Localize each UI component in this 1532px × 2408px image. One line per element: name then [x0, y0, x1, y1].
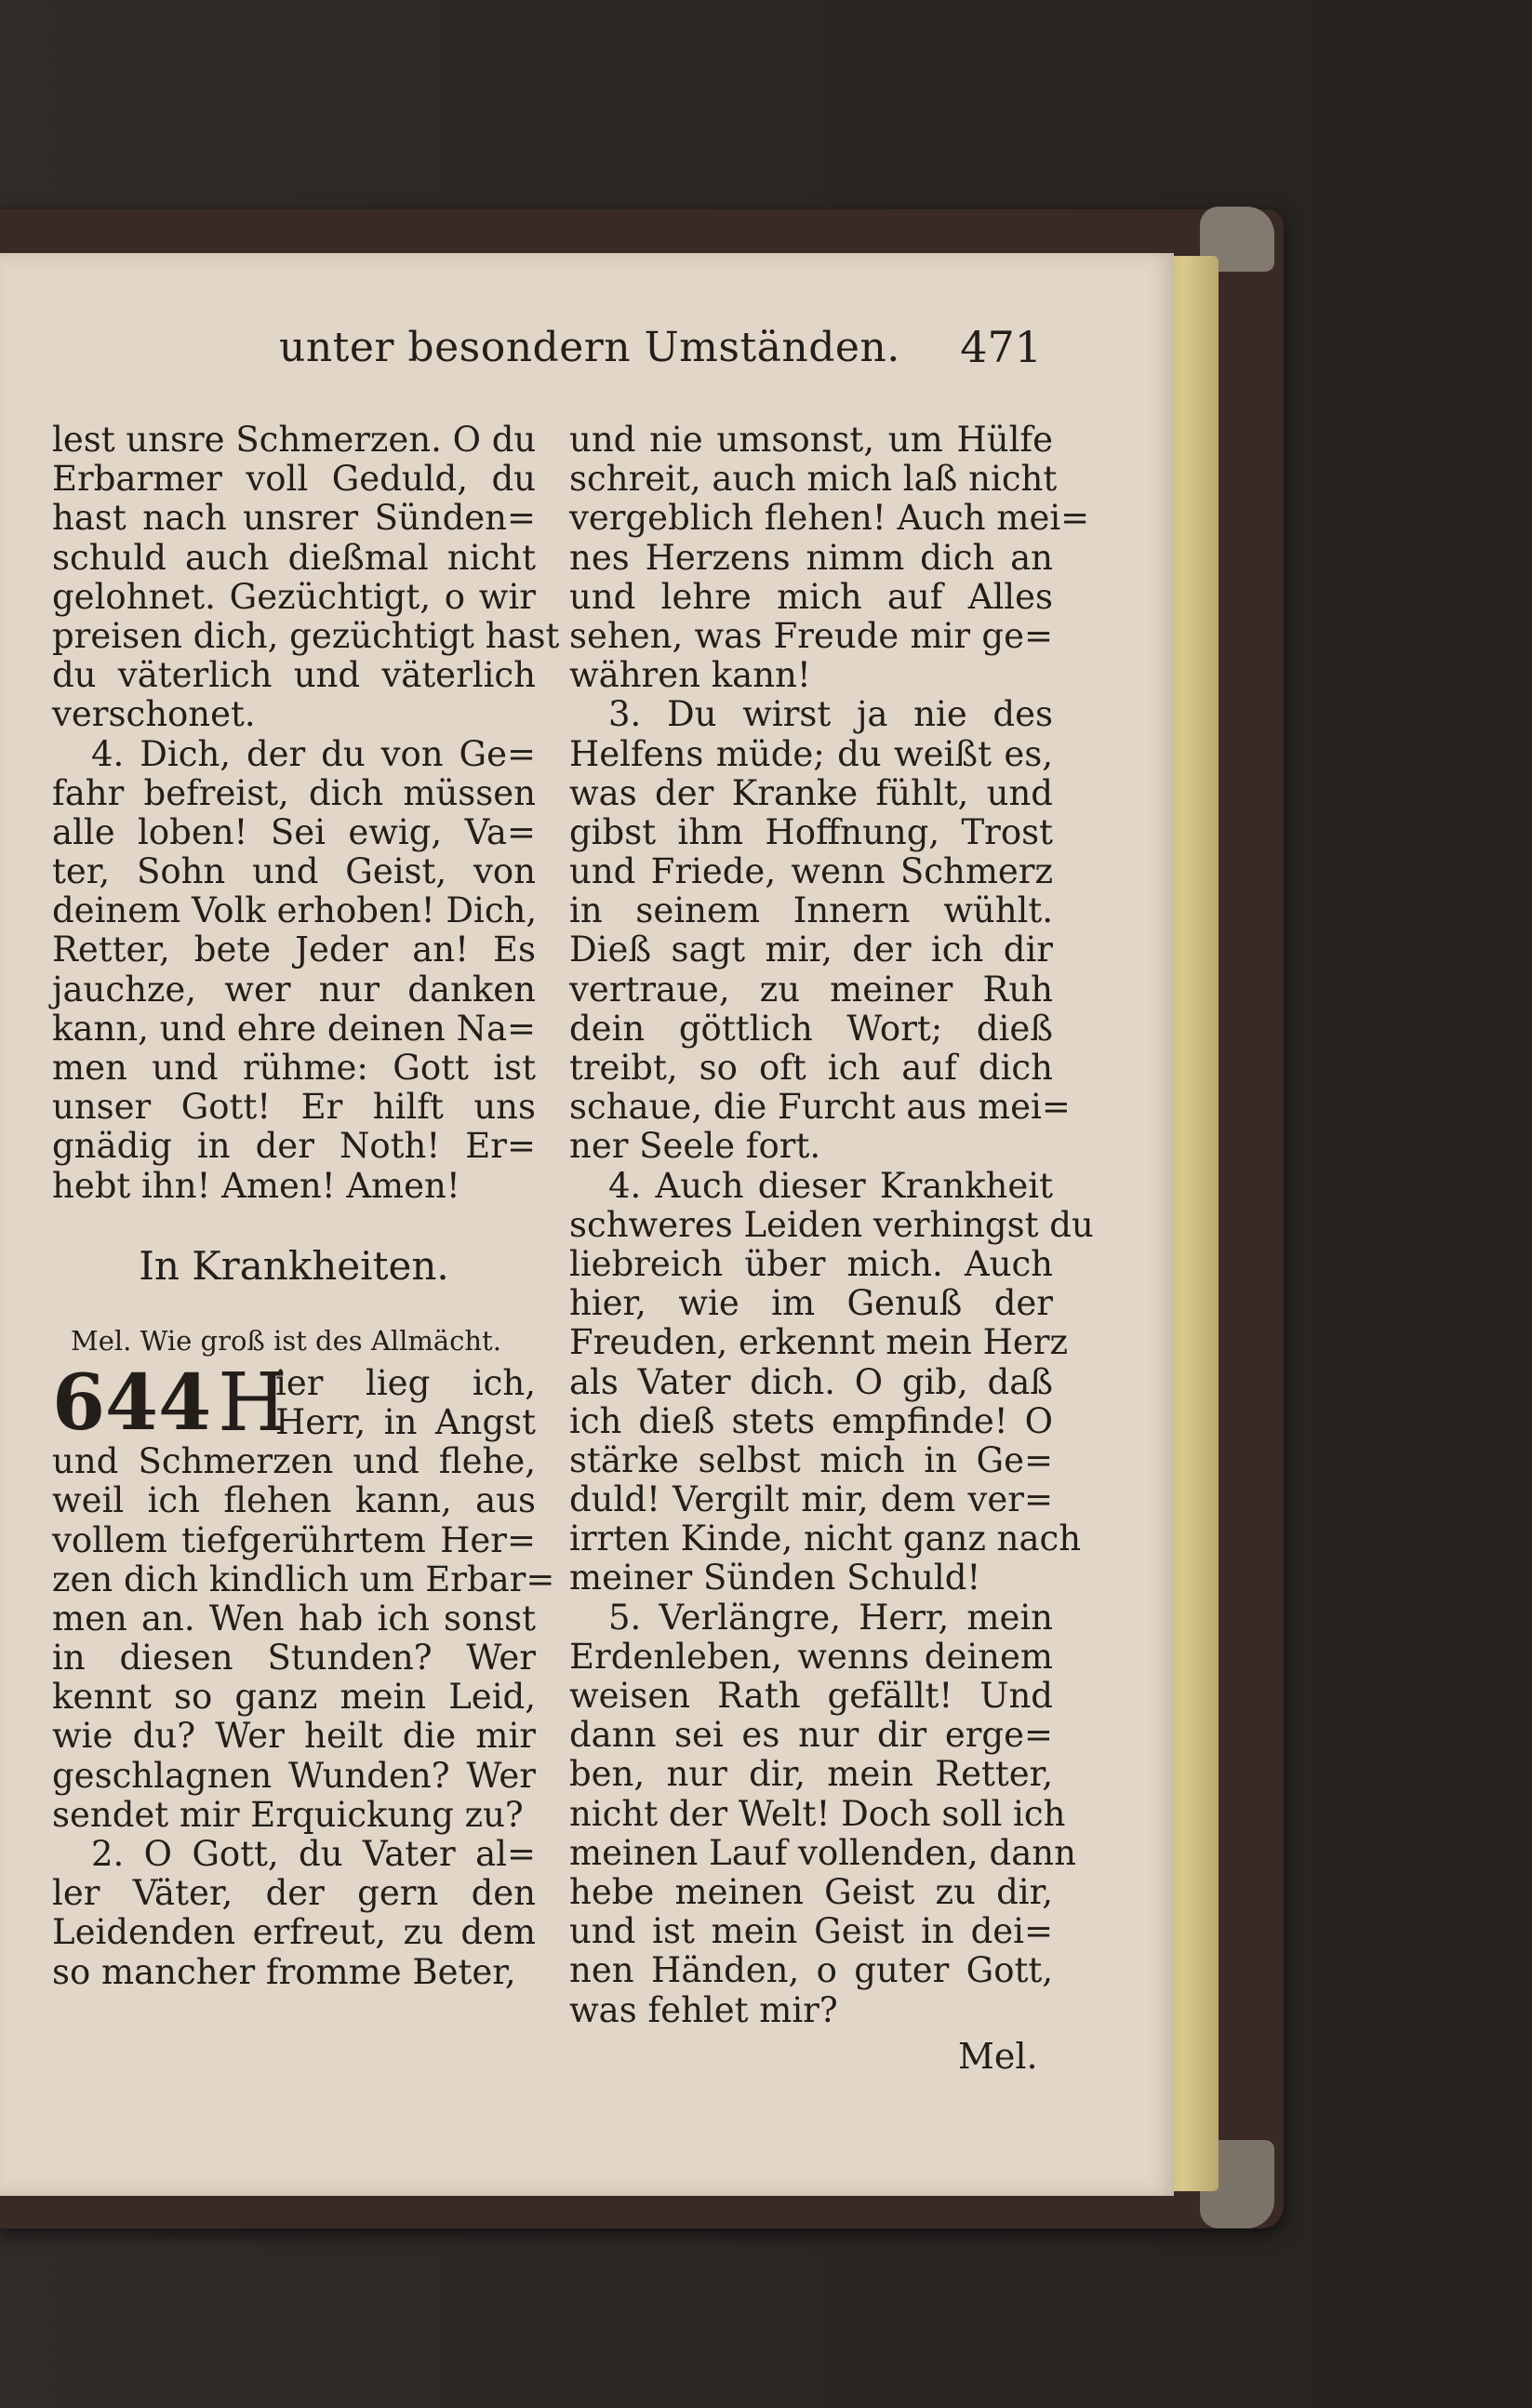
hymn-text	[52, 1441, 555, 1992]
text-line: dann sei es nur dir erge=	[569, 1715, 1053, 1756]
text-line: treibt, so oft ich auf dich	[569, 1048, 1053, 1088]
text-line: unser Gott! Er hilft uns	[52, 1087, 536, 1128]
text-line: als Vater dich. O gib, daß	[569, 1361, 1053, 1402]
text-line: nicht der Welt! Doch soll ich	[569, 1793, 1066, 1834]
text-line: schuld auch dießmal nicht	[52, 537, 536, 578]
text-line: und nie umsonst, um Hülfe	[569, 420, 1053, 460]
drop-cap: H	[218, 1356, 287, 1450]
left-column-verses	[52, 420, 560, 1206]
text-line: sendet mir Erquickung zu?	[52, 1794, 524, 1835]
text-line: fahr befreist, dich müssen	[52, 772, 536, 813]
text-line: Retter, bete Jeder an! Es	[52, 930, 536, 970]
text-line: nen Händen, o guter Gott,	[569, 1950, 1053, 1991]
text-line: Dieß sagt mir, der ich dir	[569, 930, 1053, 970]
section-heading: In Krankheiten.	[139, 1242, 449, 1289]
text-line: men an. Wen hab ich sonst	[52, 1598, 536, 1639]
text-line: kennt so ganz mein Leid,	[52, 1677, 536, 1718]
text-line: nes Herzens nimm dich an	[569, 537, 1053, 578]
text-line: meiner Sünden Schuld!	[569, 1558, 981, 1599]
right-column	[569, 420, 1094, 2030]
text-line: jauchze, wer nur danken	[52, 969, 536, 1010]
catchword: Mel.	[958, 2036, 1038, 2077]
text-line: Leidenden erfreut, zu dem	[52, 1912, 536, 1953]
text-line: was der Kranke fühlt, und	[569, 772, 1053, 813]
text-line: Erbarmer voll Geduld, du	[52, 459, 536, 500]
text-line: kann, und ehre deinen Na=	[52, 1008, 537, 1049]
running-title: unter besondern Umständen.	[279, 324, 900, 371]
text-line: Freuden, erkennt mein Herz	[569, 1322, 1068, 1363]
text-line: ben, nur dir, mein Retter,	[569, 1754, 1053, 1795]
text-line: verschonet.	[52, 694, 256, 735]
text-line: in diesen Stunden? Wer	[52, 1638, 536, 1679]
text-line: irrten Kinde, nicht ganz nach	[569, 1518, 1082, 1559]
text-line: dein göttlich Wort; dieß	[569, 1008, 1053, 1049]
text-line: in seinem Innern wühlt.	[569, 890, 1053, 931]
text-line: ich dieß stets empfinde! O	[569, 1400, 1053, 1441]
text-line: 4. Auch dieser Krankheit	[608, 1165, 1053, 1206]
text-line: und Schmerzen und flehe,	[52, 1441, 536, 1482]
text-line: und ist mein Geist in dei=	[569, 1911, 1053, 1952]
text-line: deinem Volk erhoben! Dich,	[52, 890, 538, 931]
text-line: stärke selbst mich in Ge=	[569, 1439, 1053, 1480]
text-line: hast nach unsrer Sünden=	[52, 498, 536, 539]
hymn-first-lines	[275, 1364, 536, 1442]
text-line: wie du? Wer heilt die mir	[52, 1716, 536, 1757]
text-line: so mancher fromme Beter,	[52, 1951, 516, 1992]
text-line: Helfens müde; du weißt es,	[569, 733, 1053, 774]
text-line: du väterlich und väterlich	[52, 655, 536, 696]
right-column-verses	[569, 420, 1094, 2030]
text-line: gelohnet. Gezüchtigt, o wir	[52, 576, 536, 617]
text-line: hier, wie im Genuß der	[569, 1283, 1053, 1324]
text-line: ter, Sohn und Geist, von	[52, 851, 536, 892]
text-line: währen kann!	[569, 655, 811, 696]
text-line: liebreich über mich. Auch	[569, 1243, 1053, 1284]
hymn-first-line: ier lieg ich,	[275, 1362, 536, 1403]
melody-reference: Mel. Wie groß ist des Allmächt.	[71, 1324, 501, 1357]
left-column	[52, 420, 560, 1992]
running-head	[279, 324, 1042, 380]
text-line: Erdenleben, wenns deinem	[569, 1636, 1053, 1677]
hymn-number: 644	[52, 1358, 212, 1448]
text-line: 3. Du wirst ja nie des	[608, 694, 1053, 735]
text-line: schweres Leiden verhingst du	[569, 1204, 1094, 1245]
text-line: schaue, die Furcht aus mei=	[569, 1087, 1071, 1128]
text-line: was fehlet mir?	[569, 1989, 838, 2030]
text-line: lest unsre Schmerzen. O du	[52, 420, 537, 460]
text-line: zen dich kindlich um Erbar=	[52, 1559, 555, 1599]
text-line: meinen Lauf vollenden, dann	[569, 1832, 1076, 1873]
text-line: alle loben! Sei ewig, Va=	[52, 811, 536, 852]
text-line: duld! Vergilt mir, dem ver=	[569, 1479, 1053, 1520]
text-line: vertraue, zu meiner Ruh	[569, 969, 1053, 1010]
text-line: ler Väter, der gern den	[52, 1873, 536, 1914]
text-line: vollem tiefgerührtem Her=	[52, 1519, 536, 1560]
text-line: hebe meinen Geist zu dir,	[569, 1871, 1053, 1912]
text-line: ner Seele fort.	[569, 1126, 821, 1167]
text-line: gnädig in der Noth! Er=	[52, 1126, 536, 1167]
page-number: 471	[960, 322, 1042, 372]
text-line: weil ich flehen kann, aus	[52, 1480, 536, 1521]
text-line: sehen, was Freude mir ge=	[569, 615, 1053, 656]
text-line: 2. O Gott, du Vater al=	[91, 1834, 536, 1875]
text-line: schreit, auch mich laß nicht	[569, 459, 1058, 500]
text-line: men und rühme: Gott ist	[52, 1048, 536, 1088]
hymn-start	[52, 1356, 536, 1450]
text-line: weisen Rath gefällt! Und	[569, 1676, 1053, 1716]
text-line: hebt ihn! Amen! Amen!	[52, 1165, 460, 1206]
text-line: und lehre mich auf Alles	[569, 576, 1053, 617]
text-line: geschlagnen Wunden? Wer	[52, 1755, 536, 1796]
text-line: 5. Verlängre, Herr, mein	[608, 1597, 1053, 1638]
text-line: gibst ihm Hoffnung, Trost	[569, 811, 1053, 852]
text-line: und Friede, wenn Schmerz	[569, 851, 1053, 892]
hymn-first-line: Herr, in Angst	[275, 1401, 536, 1442]
text-line: preisen dich, gezüchtigt hast	[52, 615, 560, 656]
text-line: vergeblich flehen! Auch mei=	[569, 498, 1090, 539]
text-line: 4. Dich, der du von Ge=	[91, 733, 536, 774]
